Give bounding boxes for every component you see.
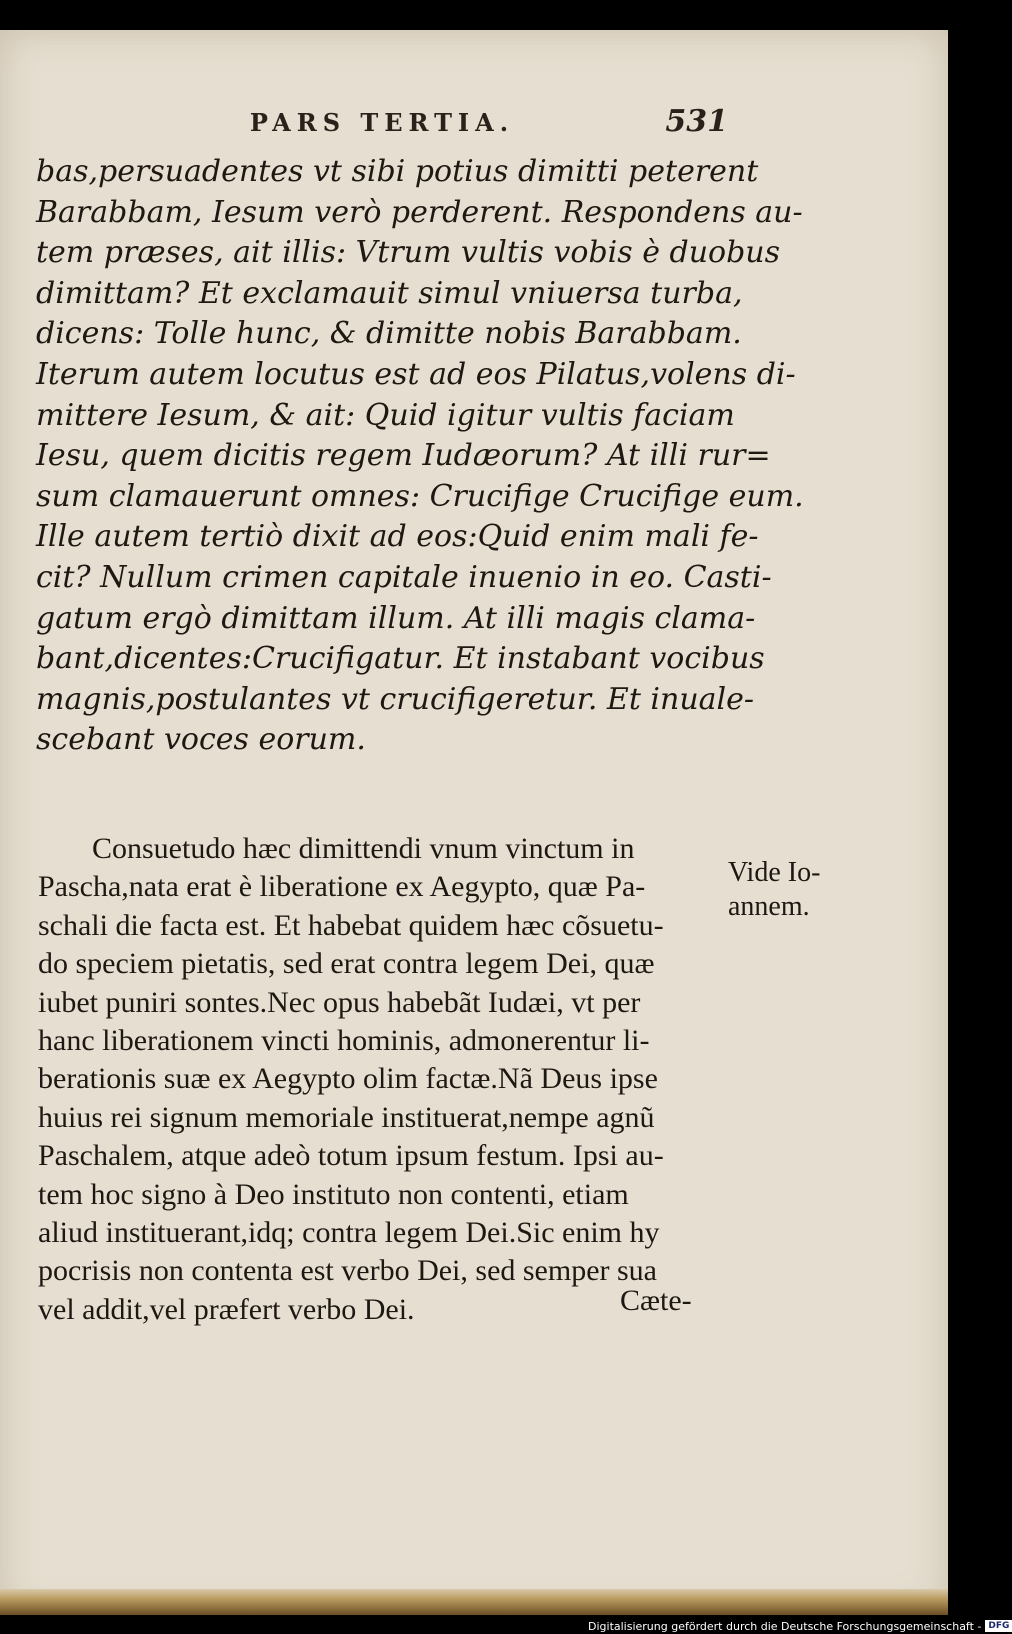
margin-note — [728, 856, 858, 924]
text-line: Ille autem tertiò dixit ad eos:Quid enim mali fe- — [36, 519, 759, 555]
running-head: PARS TERTIA. — [249, 108, 515, 137]
text-line: sum clamauerunt omnes: Crucifige Crucifige eum. — [36, 478, 804, 514]
commentary-paragraph — [38, 830, 728, 1329]
text-line: Paschalem, atque adeò totum ipsum festum. Ipsi au- — [38, 1139, 664, 1173]
text-line: Consuetudo hæc dimittendi vnum vinctum in — [92, 832, 635, 865]
text-line: vel addit,vel præfert verbo Dei. — [38, 1292, 415, 1326]
text-line: iubet puniri sontes.Nec opus habebãt Iudæi, vt per — [38, 985, 641, 1019]
text-line: magnis,postulantes vt crucifigeretur. Et inuale- — [36, 681, 755, 717]
text-line: Iterum autem locutus est ad eos Pilatus,volens di- — [36, 356, 796, 392]
margin-note-line: annem. — [728, 891, 810, 922]
book-page — [0, 30, 948, 1615]
text-line: Pascha,nata erat è liberatione ex Aegypto, quæ Pa- — [38, 870, 646, 904]
text-line: dimittam? Et exclamauit simul vniuersa turba, — [36, 275, 743, 311]
text-line: aliud instituerant,idq; contra legem Dei.Sic enim hy — [38, 1216, 660, 1250]
text-line: tem præses, ait illis: Vtrum vultis vobis è duobus — [36, 235, 780, 271]
text-line: scebant voces eorum. — [36, 722, 366, 758]
text-line: huius rei signum memoriale instituerat,nempe agnũ — [38, 1100, 655, 1134]
page-bottom-edge — [0, 1589, 948, 1615]
text-line: dicens: Tolle hunc, & dimitte nobis Barabbam. — [36, 316, 742, 352]
text-line: cit? Nullum crimen capitale inuenio in eo. Casti- — [36, 559, 772, 595]
credit-text: Digitalisierung gefördert durch die Deutsche Forschungsgemeinschaft - — [588, 1619, 982, 1633]
text-line: do speciem pietatis, sed erat contra legem Dei, quæ — [38, 947, 655, 981]
text-line: hanc liberationem vincti hominis, admonerentur li- — [38, 1024, 650, 1058]
text-line: berationis suæ ex Aegypto olim factæ.Nã Deus ipse — [38, 1062, 658, 1096]
margin-note-line: Vide Io- — [728, 857, 821, 888]
text-line: tem hoc signo à Deo instituto non contenti, etiam — [38, 1177, 629, 1211]
text-line: pocrisis non contenta est verbo Dei, sed semper sua — [38, 1254, 657, 1288]
text-line: schali die facta est. Et habebat quidem hæc cõsuetu- — [38, 908, 664, 942]
text-line: bant,dicentes:Crucifigatur. Et instabant vocibus — [36, 641, 765, 677]
scripture-quotation — [36, 152, 804, 761]
text-line: mittere Iesum, & ait: Quid igitur vultis faciam — [36, 397, 735, 433]
text-line: bas,persuadentes vt sibi potius dimitti peterent — [36, 154, 759, 189]
page-header — [36, 104, 728, 148]
digitization-credit — [588, 1618, 1012, 1634]
catchword: Cæte- — [620, 1284, 692, 1317]
dfg-logo: DFG — [985, 1620, 1012, 1632]
text-line: Barabbam, Iesum verò perderent. Respondens au- — [36, 194, 803, 230]
text-line: gatum ergò dimittam illum. At illi magis clama- — [36, 600, 756, 636]
text-line: Iesu, quem dicitis regem Iudæorum? At illi rur= — [36, 438, 771, 474]
page-number: 531 — [665, 104, 728, 139]
